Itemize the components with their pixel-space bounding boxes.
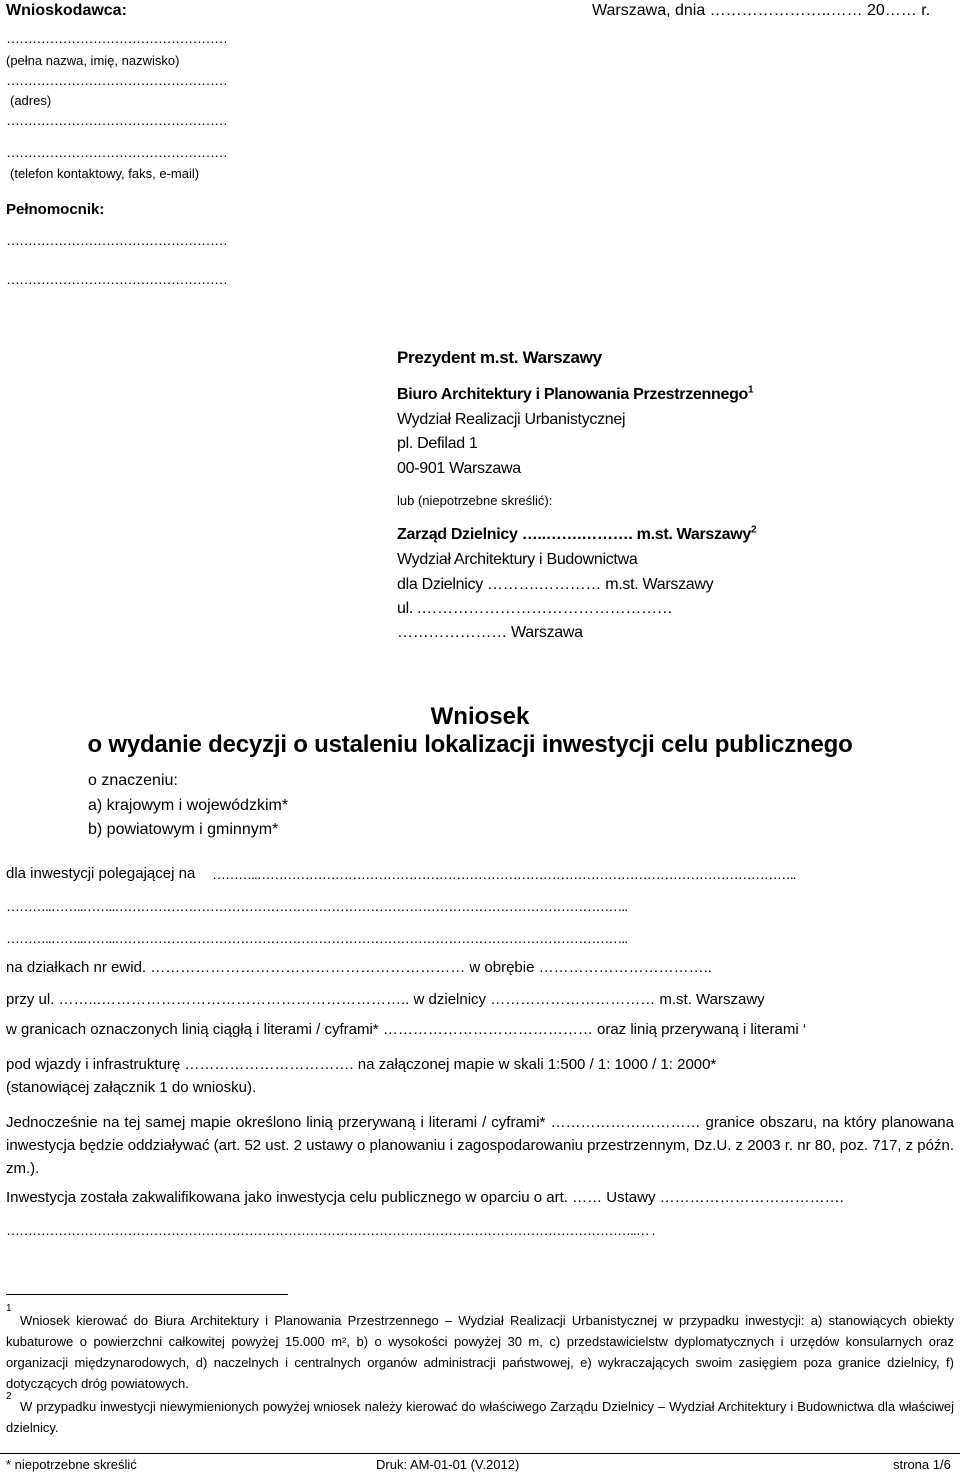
contact-hint: (telefon kontaktowy, faks, e-mail) — [10, 166, 200, 181]
proxy-field-2[interactable]: …………………………………………… — [6, 271, 227, 287]
recipient-line-4: pl. Defilad 1 — [397, 435, 478, 452]
applicant-address-field[interactable]: …………………………………………… — [6, 72, 227, 88]
investment-label: dla inwestycji polegającej na — [6, 865, 196, 882]
alt-recipient-line-5[interactable]: ………………… Warszawa — [397, 624, 583, 641]
footnote-1-text: Wniosek kierować do Biura Architektury i Planowania Przestrzennego – Wydział Realizacji Urbanistycznej w przypadku inwestycji: a) stanowiących obiekty kubaturowe o powierzchni całkowitej powyżej 15.000 m², b) o wysokości powyżej 30 m, c) przedstawicielstw dyplomatycznych i urzędów konsularnych oraz organizacji międzynarodowych, d) naczelnych i centralnych organów administracji państwowej, e) wykraczających swoim zasięgiem poza granice dzielnicy, f) dotyczących dróg powiatowych. — [6, 1313, 954, 1391]
recipient-line-2: Biuro Architektury i Planowania Przestrzennego$^1$ — [397, 384, 754, 403]
alt-recipient-line-2: Wydział Architektury i Budownictwa — [397, 551, 638, 568]
investment-field-1[interactable]: ………..…………………………………………………………………………………………………………….. — [212, 866, 796, 882]
proxy-label: Pełnomocnik: — [6, 201, 105, 218]
recipient-line-3: Wydział Realizacji Urbanistycznej — [397, 411, 626, 428]
street-line[interactable]: przy ul. ……...…………………………………………………….. w dzielnicy …………………………… m.st. Warszawy — [6, 991, 765, 1008]
alt-recipient-line-3[interactable]: dla Dzielnicy ……….………… m.st. Warszawy — [397, 576, 714, 593]
applicant-contact-field[interactable]: …………………………………………… — [6, 144, 227, 160]
legal-basis-line[interactable]: Inwestycja została zakwalifikowana jako inwestycja celu publicznego w oparciu o art. …… Ustawy ………………………………. — [6, 1189, 844, 1206]
alt-recipient-line-1[interactable]: Zarząd Dzielnicy …..…….………. m.st. Warszawy$^2$ — [397, 524, 757, 543]
border-line-a[interactable]: w granicach oznaczonych linią ciągłą i literami / cyframi* …………………………………… oraz linią przerywaną i literami ‘ — [6, 1021, 807, 1038]
applicant-name-field[interactable]: …………………………………………… — [6, 30, 227, 46]
investment-field-2[interactable]: ………..……..……..……………………………………………………………………………………………………….. — [6, 898, 628, 914]
name-hint: (pełna nazwa, imię, nazwisko) — [6, 53, 180, 68]
place-date-field[interactable]: Warszawa, dnia …………………..…… 20…… r. — [592, 2, 931, 19]
alternative-note: lub (niepotrzebne skreślić): — [397, 493, 553, 508]
footer-rule — [0, 1453, 960, 1454]
applicant-address-field-2[interactable]: …………………………………………… — [6, 112, 227, 128]
footnote-2-text: W przypadku inwestycji niewymienionych powyżej wniosek należy kierować do właściwego Zarządu Dzielnicy – Wydział Architektury i Budownictwa dla właściwej dzielnicy. — [6, 1399, 954, 1435]
page-number: strona 1/6 — [893, 1457, 951, 1472]
investment-field-3[interactable]: ………..……..……..……………………………………………………………………………………………………….. — [6, 930, 628, 946]
border-line-b[interactable]: pod wjazdy i infrastrukturę ……………………………. na załączonej mapie w skali 1:500 / 1: 1000 / 1: 2000* — [6, 1056, 717, 1073]
recipient-line-1: Prezydent m.st. Warszawy — [397, 348, 602, 367]
footnote-separator — [6, 1294, 288, 1295]
document-subtitle: o wydanie decyzji o ustaleniu lokalizacji inwestycji celu publicznego — [87, 731, 853, 758]
form-id: Druk: AM-01-01 (V.2012) — [376, 1457, 520, 1472]
impact-area-paragraph[interactable]: Jednocześnie na tej samej mapie określono linią przerywaną i literami / cyframi* ………………………… granice obszaru, na który planowana inwestycja będzie oddziaływać (art. 52 ust. 2 ustawy o planowaniu i zagospodarowaniu przestrzennym, Dz.U. z 2003 r. nr 80, poz. 717, z późn. zm.). — [6, 1114, 955, 1177]
address-hint: (adres) — [10, 93, 52, 108]
meaning-label: o znaczeniu: — [88, 772, 178, 789]
footer-note: * niepotrzebne skreślić — [6, 1457, 137, 1472]
footnote-2-number: 2 — [6, 1391, 12, 1402]
proxy-field-1[interactable]: …………………………………………… — [6, 232, 227, 248]
alt-recipient-line-4[interactable]: ul. .………………………………………… — [397, 600, 673, 617]
recipient-line-5: 00-901 Warszawa — [397, 460, 521, 477]
applicant-label: Wnioskodawca: — [6, 2, 127, 19]
footnote-1-number: 1 — [6, 1303, 12, 1314]
document-title: Wniosek — [430, 703, 530, 730]
legal-basis-field[interactable]: ………………………………………………………………………………………………………………………………..… . — [6, 1222, 655, 1238]
option-b[interactable]: b) powiatowym i gminnym* — [88, 821, 279, 838]
option-a[interactable]: a) krajowym i wojewódzkim* — [88, 797, 289, 814]
plots-line[interactable]: na działkach nr ewid. ……………………………………………………… w obrębie …………………………….. — [6, 959, 712, 976]
border-line-c: (stanowiącej załącznik 1 do wniosku). — [6, 1079, 257, 1096]
